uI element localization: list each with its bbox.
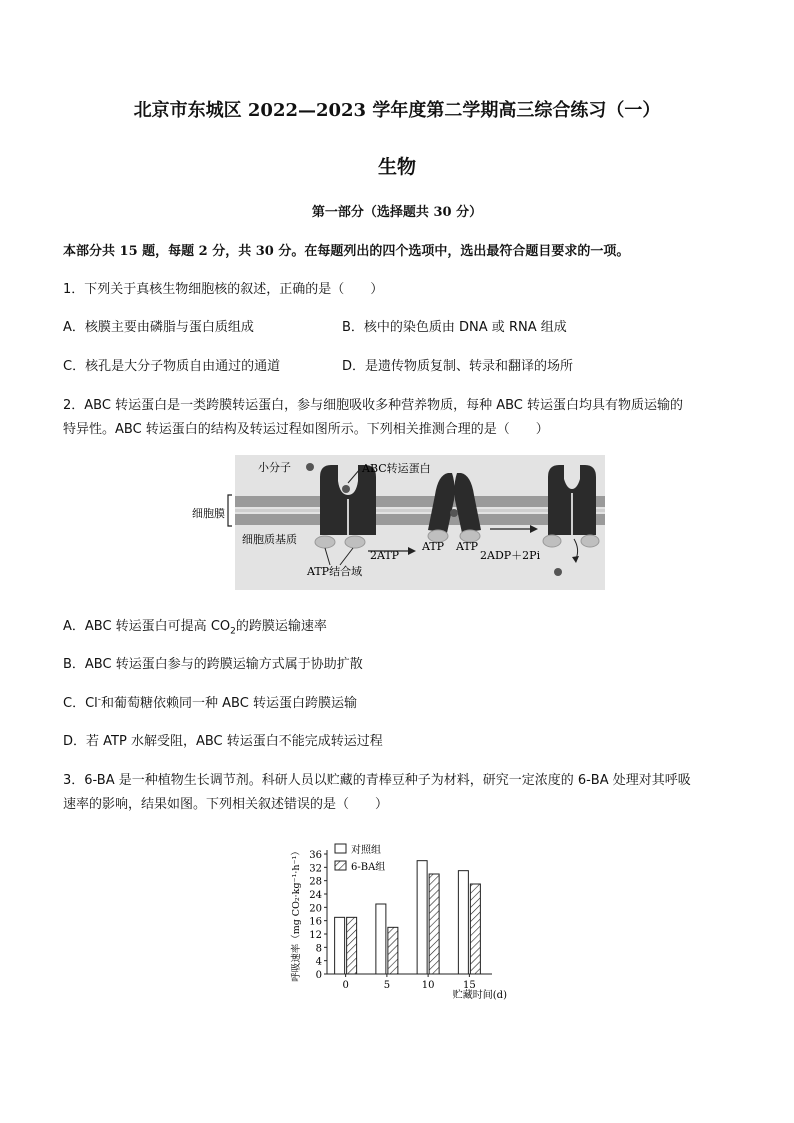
legend-swatch xyxy=(335,844,346,853)
two-atp-label: 2ATP xyxy=(370,549,400,562)
q3-stem-line2: 速率的影响，结果如图。下列相关叙述错误的是（ ） xyxy=(63,797,389,812)
bar-6ba xyxy=(388,927,398,974)
membrane-label: 细胞膜 xyxy=(192,507,225,520)
bar-control xyxy=(335,917,345,974)
small-molecule-label: 小分子 xyxy=(258,461,291,474)
subject-title: 生物 xyxy=(377,156,416,178)
atp-label-2: ATP xyxy=(456,540,479,553)
legend-label: 6-BA组 xyxy=(351,862,386,873)
released-small-molecule xyxy=(554,568,562,576)
q3-stem-line1: 3．6-BA 是一种植物生长调节剂。科研人员以贮藏的青棒豆种子为材料，研究一定浓度的 6-BA 处理对其呼吸 xyxy=(63,773,691,788)
x-tick-label: 15 xyxy=(463,980,476,991)
y-axis-label: 呼吸速率（mg CO₂·kg⁻¹·h⁻¹） xyxy=(291,846,302,982)
q2-stem-line2: 特异性。ABC 转运蛋白的结构及转运过程如图所示。下列相关推测合理的是（ ） xyxy=(63,422,549,437)
transporter-label: ABC转运蛋白 xyxy=(362,462,431,475)
x-tick-label: 0 xyxy=(342,980,349,991)
y-tick-label: 8 xyxy=(315,943,322,955)
abc-transporter-diagram xyxy=(190,455,610,590)
q1-stem: 1．下列关于真核生物细胞核的叙述，正确的是（ ） xyxy=(63,282,384,297)
y-tick-label: 0 xyxy=(315,970,322,981)
q1-option-d[interactable]: D．是遗传物质复制、转录和翻译的场所 xyxy=(342,359,574,374)
x-tick-label: 5 xyxy=(383,980,391,991)
free-small-molecule xyxy=(306,463,314,471)
y-tick-label: 32 xyxy=(309,863,322,875)
bar-control xyxy=(376,904,386,974)
bar-control xyxy=(417,861,427,974)
q2-option-d[interactable]: D．若 ATP 水解受阻，ABC 转运蛋白不能完成转运过程 xyxy=(63,734,383,749)
bar-6ba xyxy=(347,917,357,974)
q1-option-c[interactable]: C．核孔是大分子物质自由通过的通道 xyxy=(63,359,281,374)
y-tick-label: 16 xyxy=(309,916,322,928)
part-heading: 第一部分（选择题共 30 分） xyxy=(311,205,483,220)
y-tick-label: 20 xyxy=(309,903,322,915)
bar-6ba xyxy=(429,874,439,974)
bar-6ba xyxy=(470,884,480,974)
x-axis-label: 贮藏时间(d) xyxy=(452,990,507,1001)
y-tick-label: 28 xyxy=(309,876,322,888)
atp-domain-label: ATP结合域 xyxy=(307,565,363,578)
membrane-bracket xyxy=(228,495,232,526)
x-tick-label: 10 xyxy=(421,980,435,991)
y-tick-label: 36 xyxy=(309,850,322,861)
q1-option-b[interactable]: B．核中的染色质由 DNA 或 RNA 组成 xyxy=(342,320,567,335)
bar-control xyxy=(458,871,468,974)
q2-option-b[interactable]: B．ABC 转运蛋白参与的跨膜运输方式属于协助扩散 xyxy=(63,657,363,672)
exam-title: 北京市东城区 2022—2023 学年度第二学期高三综合练习（一） xyxy=(133,100,661,121)
legend-swatch xyxy=(335,861,346,870)
bound-small-molecule xyxy=(342,485,350,493)
instructions: 本部分共 15 题，每题 2 分，共 30 分。在每题列出的四个选项中，选出最符合题目要求的一项。 xyxy=(63,244,630,259)
q2-option-a[interactable]: A．ABC 转运蛋白可提高 $CO_2$的跨膜运输速率 xyxy=(63,619,327,637)
y-tick-label: 24 xyxy=(309,890,322,901)
y-tick-label: 4 xyxy=(315,956,322,968)
q2-option-c[interactable]: C．Cl-和葡萄糖依赖同一种 ABC 转运蛋白跨膜运输 xyxy=(63,694,357,711)
adp-pi-label: 2ADP＋2Pi xyxy=(480,549,541,562)
respiration-rate-chart xyxy=(285,838,515,1008)
legend-label: 对照组 xyxy=(351,845,381,856)
atp-label-1: ATP xyxy=(422,540,445,553)
y-tick-label: 12 xyxy=(309,930,322,941)
q2-stem-line1: 2．ABC 转运蛋白是一类跨膜转运蛋白，参与细胞吸收多种营养物质，每种 ABC 转运蛋白均具有物质运输的 xyxy=(63,398,683,413)
cytoplasm-label: 细胞质基质 xyxy=(242,533,297,546)
q1-option-a[interactable]: A．核膜主要由磷脂与蛋白质组成 xyxy=(63,320,254,335)
